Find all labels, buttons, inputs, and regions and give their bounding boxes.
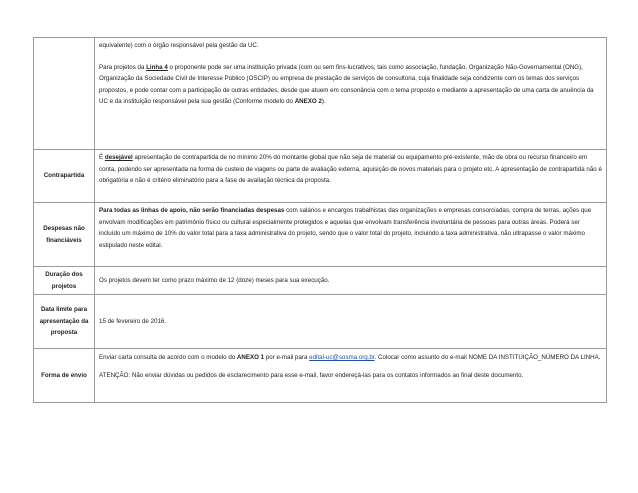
text: o proponente pode ser uma instituição privada (com ou sem fins-lucrativos, tais como associação, fundação, Organização Não-Governamental (ONG), Organização da Sociedade Civil de Interesse Público (OSCIP) ou empresa de prestação de serviços de consultoria, cuja finalidade seja condizente com os temas dos serviços propostos, e pode contar com a participação de outras entidades, desde que atuem em consonância com o tema proposto e mediante a apresentação de uma carta de anuência da UC e da instituição responsável pela sua gestão (Conforme modelo do [99, 63, 594, 106]
row-label-data-limite: Data limite para apresentação da proposta [34, 295, 95, 349]
text: Enviar carta consulta de acordo com o modelo do [99, 354, 237, 362]
row-label-duracao: Duração dos projetos [34, 267, 95, 295]
email-link[interactable]: edital-uc@sosma.org.br [309, 354, 375, 362]
paragraph [99, 62, 602, 108]
text: É [99, 154, 105, 161]
paragraph: equivalente) com o órgão responsável pela gestão da UC. [99, 42, 259, 49]
table-row [34, 267, 607, 295]
row-content [95, 295, 607, 349]
paragraph: Os projetos devem ter como prazo máximo de 12 (doze) meses para sua execução. [99, 276, 330, 284]
anexo-1-ref: ANEXO 1 [236, 354, 265, 362]
linha-4-ref: Linha 4 [146, 63, 168, 71]
row-label-empty [34, 38, 95, 150]
text: por e-mail para [264, 354, 310, 362]
row-content [95, 349, 607, 403]
row-label-despesas: Despesas não financiáveis [34, 203, 95, 267]
table-row [34, 38, 607, 150]
paragraph: ATENÇÃO: Não enviar dúvidas ou pedidos de esclarecimento para esse e-mail, favor endereçá-las para os contatos informados ao final deste documento. [99, 372, 524, 380]
paragraph: 15 de fevereiro de 2016. [99, 317, 167, 325]
row-content [95, 267, 607, 295]
text: apresentação de contrapartida de no mínimo 20% do montante global que não seja de material ou equipamento pré-existente, mão de obra ou recurso financeiro em conta, podendo ser apresentada na forma de custeio de viagens ou parte de avaliação externa, aquisição de novos materiais para o projeto etc. A apresentação de contrapartida não é obrigatória e não é critério eliminatório para a fase de avaliação técnica da proposta. [99, 154, 602, 185]
table-row [34, 295, 607, 349]
notice-table [33, 37, 607, 403]
row-content [95, 203, 607, 267]
anexo-2-ref: ANEXO 2 [294, 98, 322, 106]
row-label-contrapartida: Contrapartida [34, 150, 95, 203]
paragraph [99, 351, 602, 362]
table-row [34, 203, 607, 267]
bold-lead: Para todas as linhas de apoio, não serão financiadas despesas [99, 207, 285, 214]
row-label-forma-envio: Forma de envio [34, 349, 95, 403]
table-row [34, 150, 607, 203]
text: . Colocar como assunto do e-mail NOME DA INSTITUIÇÃO_NÚMERO DA LINHA. [374, 354, 601, 362]
desejavel-word: desejável [104, 154, 133, 161]
paragraph [99, 205, 602, 251]
row-content [95, 38, 607, 150]
text: ). [321, 98, 326, 106]
row-content [95, 150, 607, 203]
text: Para projetos da [99, 63, 147, 71]
paragraph [99, 152, 602, 187]
table-row [34, 349, 607, 403]
text: com salários e encargos trabalhistas das organizações e empresas consorciadas, compra de terras, ações que envolvam modificações em patrimônio físico ou cultural especialmente protegidos e aquelas que envolvam transferência involuntária de pessoas para outras áreas. Poderá ser incluído um máximo de 10% do valor total para a taxa administrativa do projeto, sendo que o valor total do projeto, incluindo a taxa administrativa, não ultrapasse o valor máximo estipulado neste edital. [99, 207, 592, 249]
